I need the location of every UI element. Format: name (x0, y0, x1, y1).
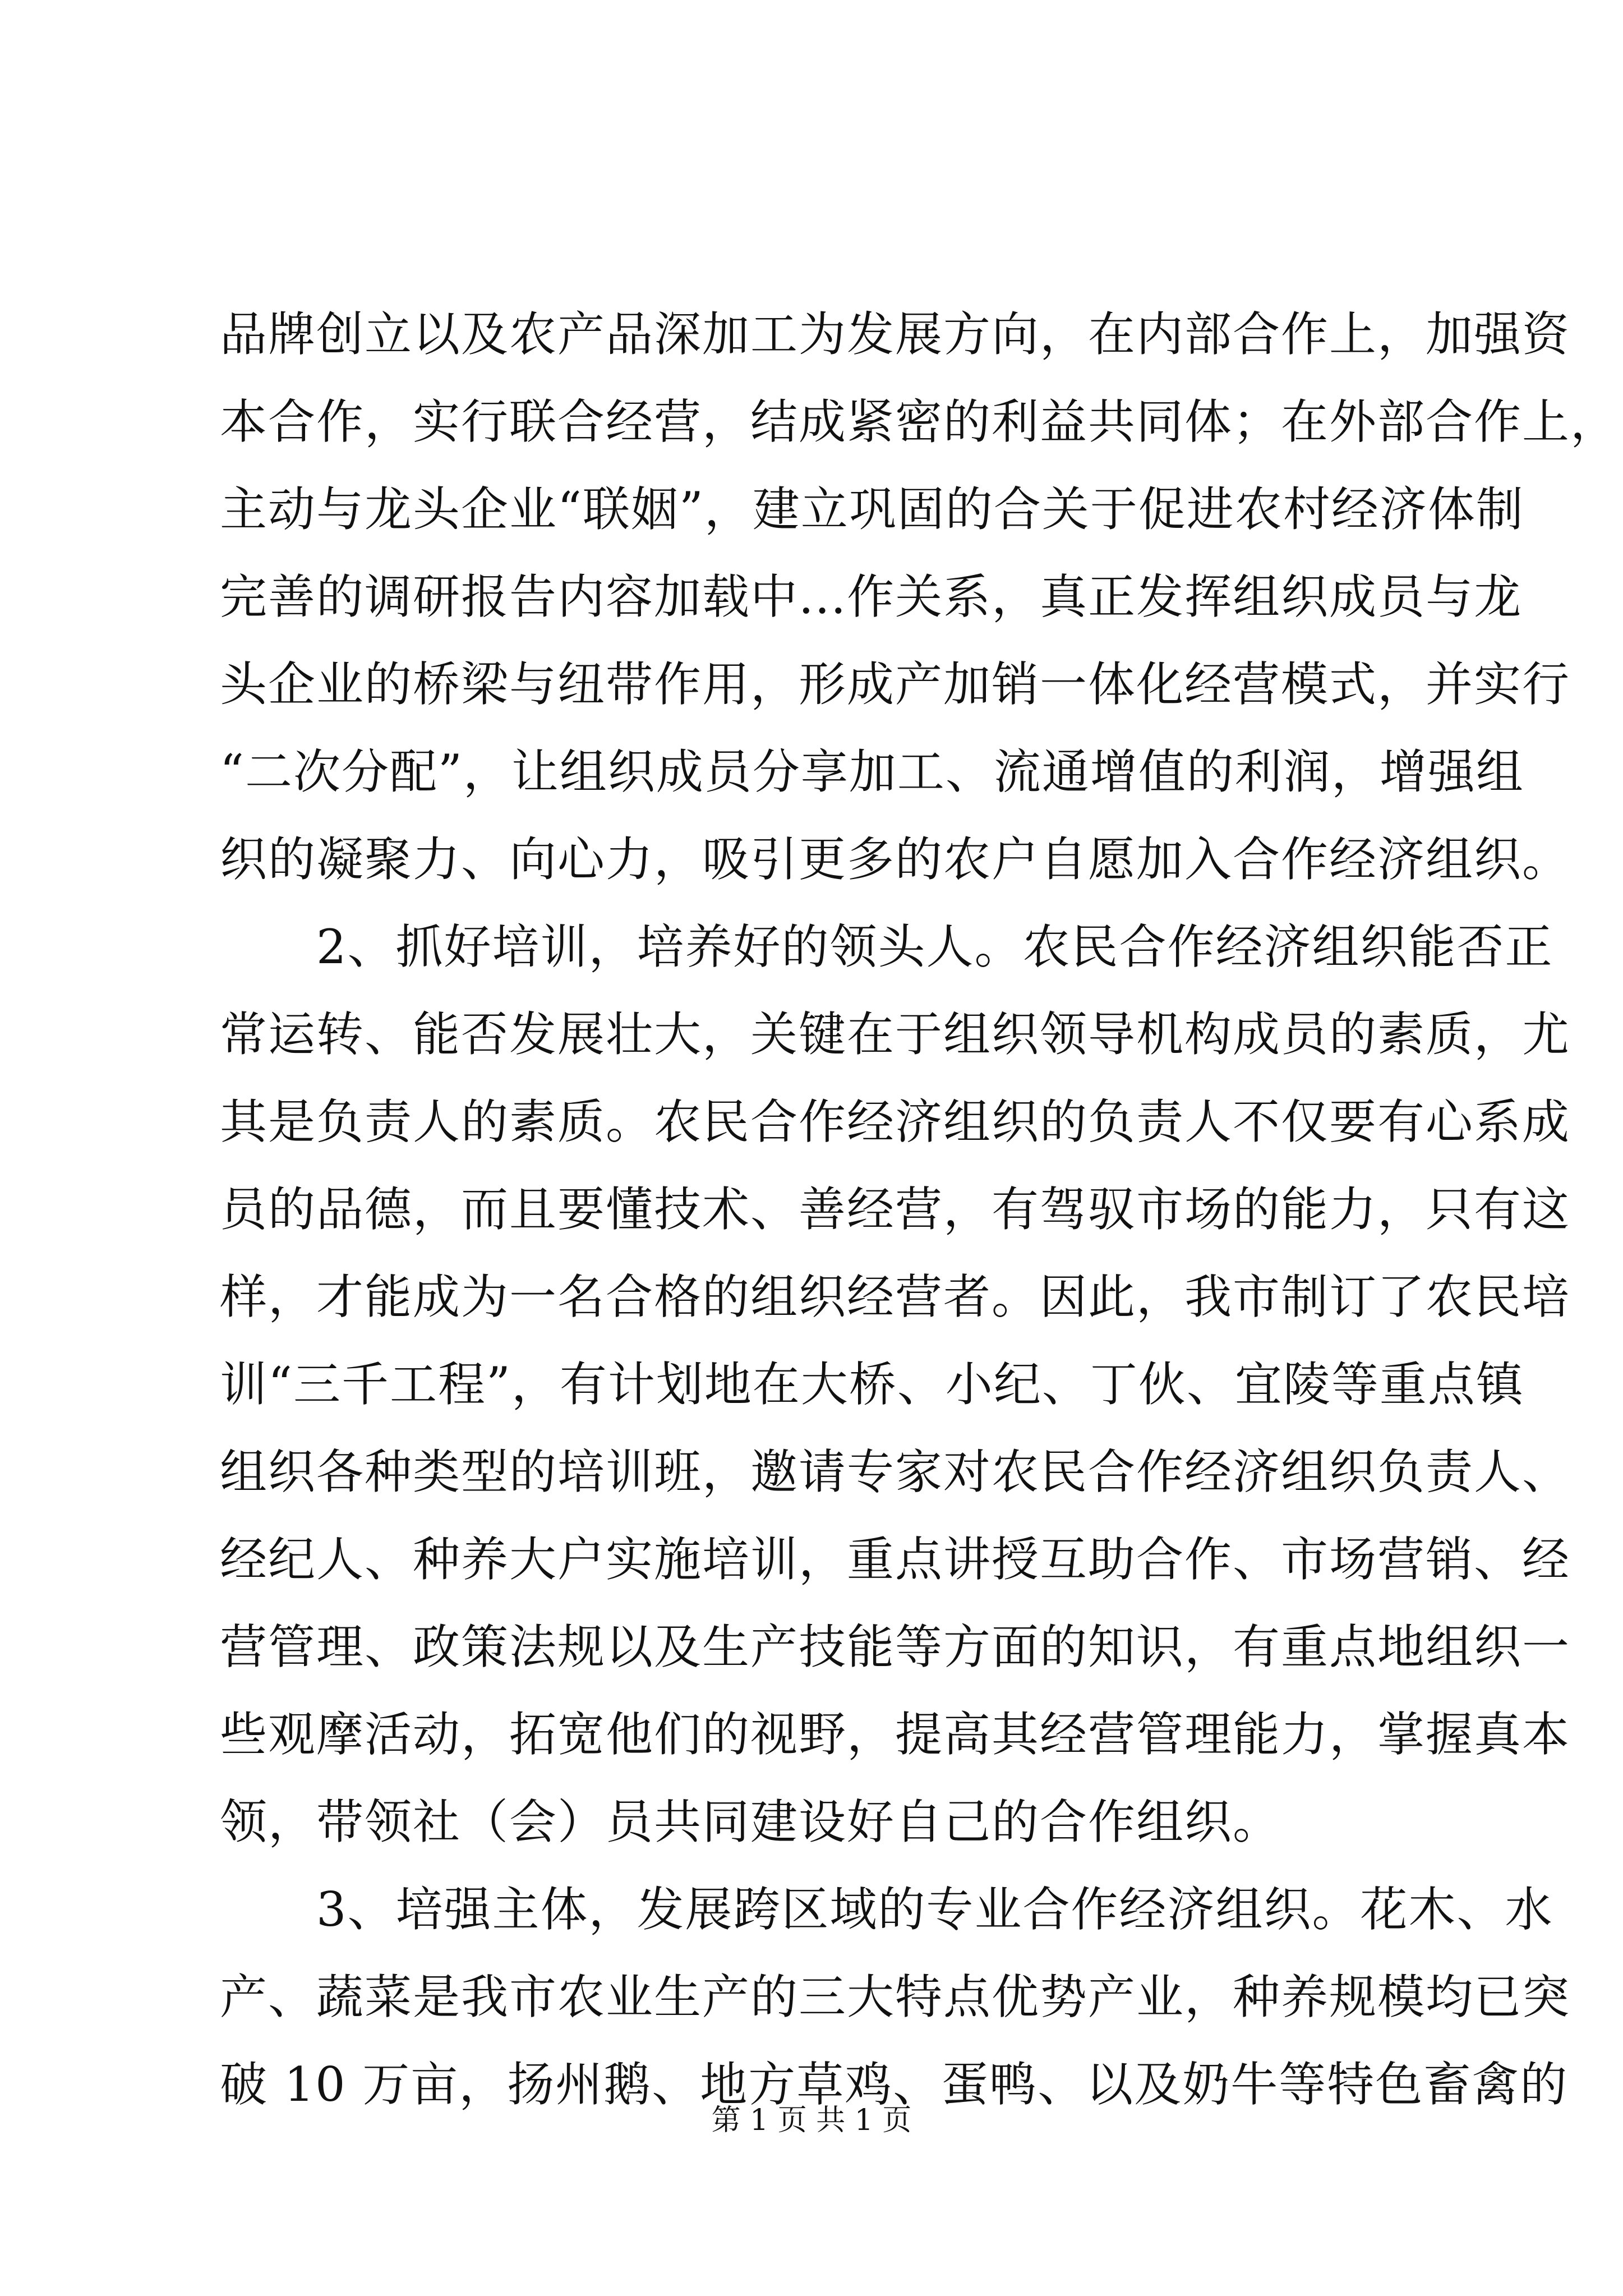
text-line: “二次分配”，让组织成员分享加工、流通增值的利润，增强组 (220, 744, 1524, 799)
text-line: 其是负责人的素质。农民合作经济组织的负责人不仅要有心系成 (220, 1094, 1571, 1149)
text-line: 3、培强主体，发展跨区域的专业合作经济组织。花木、水 (220, 1882, 1553, 1937)
document-body (220, 291, 1619, 2128)
page-footer (0, 2101, 1623, 2140)
text-line: 2、抓好培训，培养好的领头人。农民合作经济组织能否正 (220, 919, 1553, 974)
text-line: 主动与龙头企业“联姻”，建立巩固的合关于促进农村经济体制 (220, 482, 1524, 537)
text-line: 些观摩活动，拓宽他们的视野，提高其经营管理能力，掌握真本 (220, 1707, 1571, 1762)
text-line: 样，才能成为一名合格的组织经营者。因此，我市制订了农民培 (220, 1269, 1571, 1324)
text-line: 经纪人、种养大户实施培训，重点讲授互助合作、市场营销、经 (220, 1532, 1571, 1587)
text-line: 本合作，实行联合经营，结成紧密的利益共同体；在外部合作上， (220, 394, 1619, 449)
page-number-label: 第 1 页 共 1 页 (711, 2104, 912, 2137)
text-line: 完善的调研报告内容加载中...作关系，真正发挥组织成员与龙 (220, 569, 1523, 624)
text-line: 破 10 万亩，扬州鹅、地方草鸡、蛋鸭、以及奶牛等特色畜禽的 (220, 2057, 1569, 2112)
text-line: 营管理、政策法规以及生产技能等方面的知识，有重点地组织一 (220, 1619, 1571, 1674)
text-line: 织的凝聚力、向心力，吸引更多的农户自愿加入合作经济组织。 (220, 832, 1571, 887)
text-line: 员的品德，而且要懂技术、善经营，有驾驭市场的能力，只有这 (220, 1182, 1571, 1237)
text-line: 产、蔬菜是我市农业生产的三大特点优势产业，种养规模均已突 (220, 1970, 1571, 2024)
text-line: 训“三千工程”，有计划地在大桥、小纪、丁伙、宜陵等重点镇 (220, 1357, 1524, 1412)
text-line: 常运转、能否发展壮大，关键在于组织领导机构成员的素质，尤 (220, 1007, 1571, 1062)
text-line: 组织各种类型的培训班，邀请专家对农民合作经济组织负责人、 (220, 1444, 1571, 1499)
text-line: 头企业的桥梁与纽带作用，形成产加销一体化经营模式，并实行 (220, 657, 1571, 712)
text-line: 领，带领社（会）员共同建设好自己的合作组织。 (220, 1795, 1281, 1849)
text-line: 品牌创立以及农产品深加工为发展方向，在内部合作上，加强资 (220, 307, 1571, 362)
